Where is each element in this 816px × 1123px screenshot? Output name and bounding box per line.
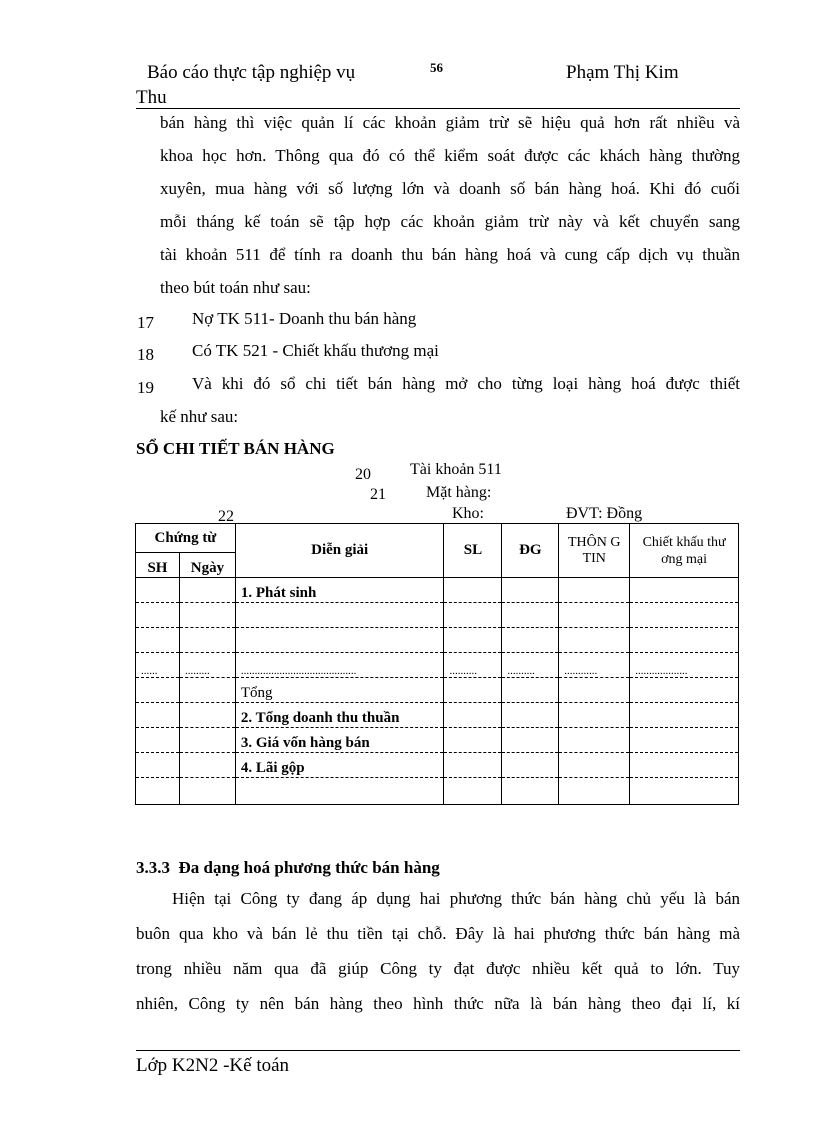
ledger-intro-cont: kế như sau: xyxy=(160,407,239,426)
header-report-title: Báo cáo thực tập nghiệp vụ xyxy=(147,62,356,83)
section-number: 3.3.3 xyxy=(136,858,170,877)
ledger-store: Kho: xyxy=(452,505,484,522)
intro-paragraph xyxy=(160,106,740,304)
col-info: THÔN G TIN xyxy=(559,524,630,578)
row-label: 2. Tổng doanh thu thuần xyxy=(235,703,444,728)
journal-debit: Nợ TK 511- Doanh thu bán hàng xyxy=(192,309,417,328)
text-line: theo bút toán như sau: xyxy=(160,278,311,297)
table-header-row xyxy=(136,524,739,553)
table-row xyxy=(136,628,739,653)
dots-cell: ......... xyxy=(179,653,235,678)
table-row xyxy=(136,753,739,778)
text-line: tài khoản 511 để tính ra doanh thu bán hàng hoá và cung cấp dịch vụ thuần xyxy=(160,245,740,264)
ledger-account: Tài khoản 511 xyxy=(410,461,502,478)
text-line: khoa học hơn. Thông qua đó có thể kiểm soát được các khách hàng thường xyxy=(160,146,740,165)
row-label: 4. Lãi gộp xyxy=(235,753,444,778)
ledger-intro-text: Và khi đó sổ chi tiết bán hàng mở cho từng loại hàng hoá được thiết xyxy=(192,374,740,393)
line-number: 17 xyxy=(137,313,154,332)
dots-cell: ................... xyxy=(630,653,739,678)
footer-class: Lớp K2N2 -Kế toán xyxy=(136,1055,290,1076)
ledger-title: SỔ CHI TIẾT BÁN HÀNG xyxy=(136,439,335,458)
col-voucher-number: SH xyxy=(136,553,180,578)
dots-cell: ............ xyxy=(559,653,630,678)
line-number: 18 xyxy=(137,345,154,364)
ledger-item: Mặt hàng: xyxy=(426,484,492,501)
dots-cell: .......... xyxy=(502,653,559,678)
sales-ledger-table xyxy=(135,523,739,805)
page-number: 56 xyxy=(430,60,443,75)
col-voucher-date: Ngày xyxy=(179,553,235,578)
text-line: buôn qua kho và bán lẻ thu tiền tại chỗ. Đây là hai phương thức bán hàng mà xyxy=(136,924,740,943)
dots-cell: ...... xyxy=(136,653,180,678)
line-number: 20 xyxy=(355,466,371,483)
table-row xyxy=(136,653,739,678)
table-row xyxy=(136,578,739,603)
col-voucher: Chứng từ xyxy=(136,524,236,553)
line-number: 22 xyxy=(218,508,234,525)
section-title: Đa dạng hoá phương thức bán hàng xyxy=(178,858,440,877)
table-row xyxy=(136,728,739,753)
line-number: 21 xyxy=(370,486,386,503)
text-line: xuyên, mua hàng với số lượng lớn và doanh số bán hàng hoá. Khi đó cuối xyxy=(160,179,740,198)
ledger-unit: ĐVT: Đồng xyxy=(566,505,643,522)
row-label: Tổng xyxy=(235,678,444,703)
text-line: bán hàng thì việc quản lí các khoản giảm trừ sẽ hiệu quả hơn rất nhiều và xyxy=(160,113,740,132)
header-author: Phạm Thị Kim xyxy=(566,62,679,83)
col-discount: Chiết khấu thư ơng mại xyxy=(630,524,739,578)
row-label: 3. Giá vốn hàng bán xyxy=(235,728,444,753)
table-row xyxy=(136,603,739,628)
text-line: Hiện tại Công ty đang áp dụng hai phương thức bán hàng chủ yếu là bán xyxy=(172,889,740,908)
text-line: mỗi tháng kế toán sẽ tập hợp các khoản giảm trừ này và kết chuyển sang xyxy=(160,212,740,231)
table-row xyxy=(136,778,739,805)
line-number: 19 xyxy=(137,378,154,397)
col-unit-price: ĐG xyxy=(502,524,559,578)
col-quantity: SL xyxy=(444,524,502,578)
section-paragraph xyxy=(136,881,740,1021)
header-author-wrap: Thu xyxy=(136,87,167,108)
dots-cell: .......... xyxy=(444,653,502,678)
table-row xyxy=(136,678,739,703)
row-label: 1. Phát sinh xyxy=(235,578,444,603)
section-heading xyxy=(136,858,440,878)
dots-cell: .......................................... xyxy=(235,653,444,678)
journal-credit: Có TK 521 - Chiết khấu thương mại xyxy=(192,341,439,360)
text-line: nhiên, Công ty nên bán hàng theo hình thức nữa là bán hàng theo đại lí, kí xyxy=(136,994,740,1013)
col-description: Diễn giải xyxy=(235,524,444,578)
text-line: trong nhiều năm qua đã giúp Công ty đạt được nhiều kết quả to lớn. Tuy xyxy=(136,959,740,978)
footer-rule xyxy=(136,1050,740,1051)
table-row xyxy=(136,703,739,728)
